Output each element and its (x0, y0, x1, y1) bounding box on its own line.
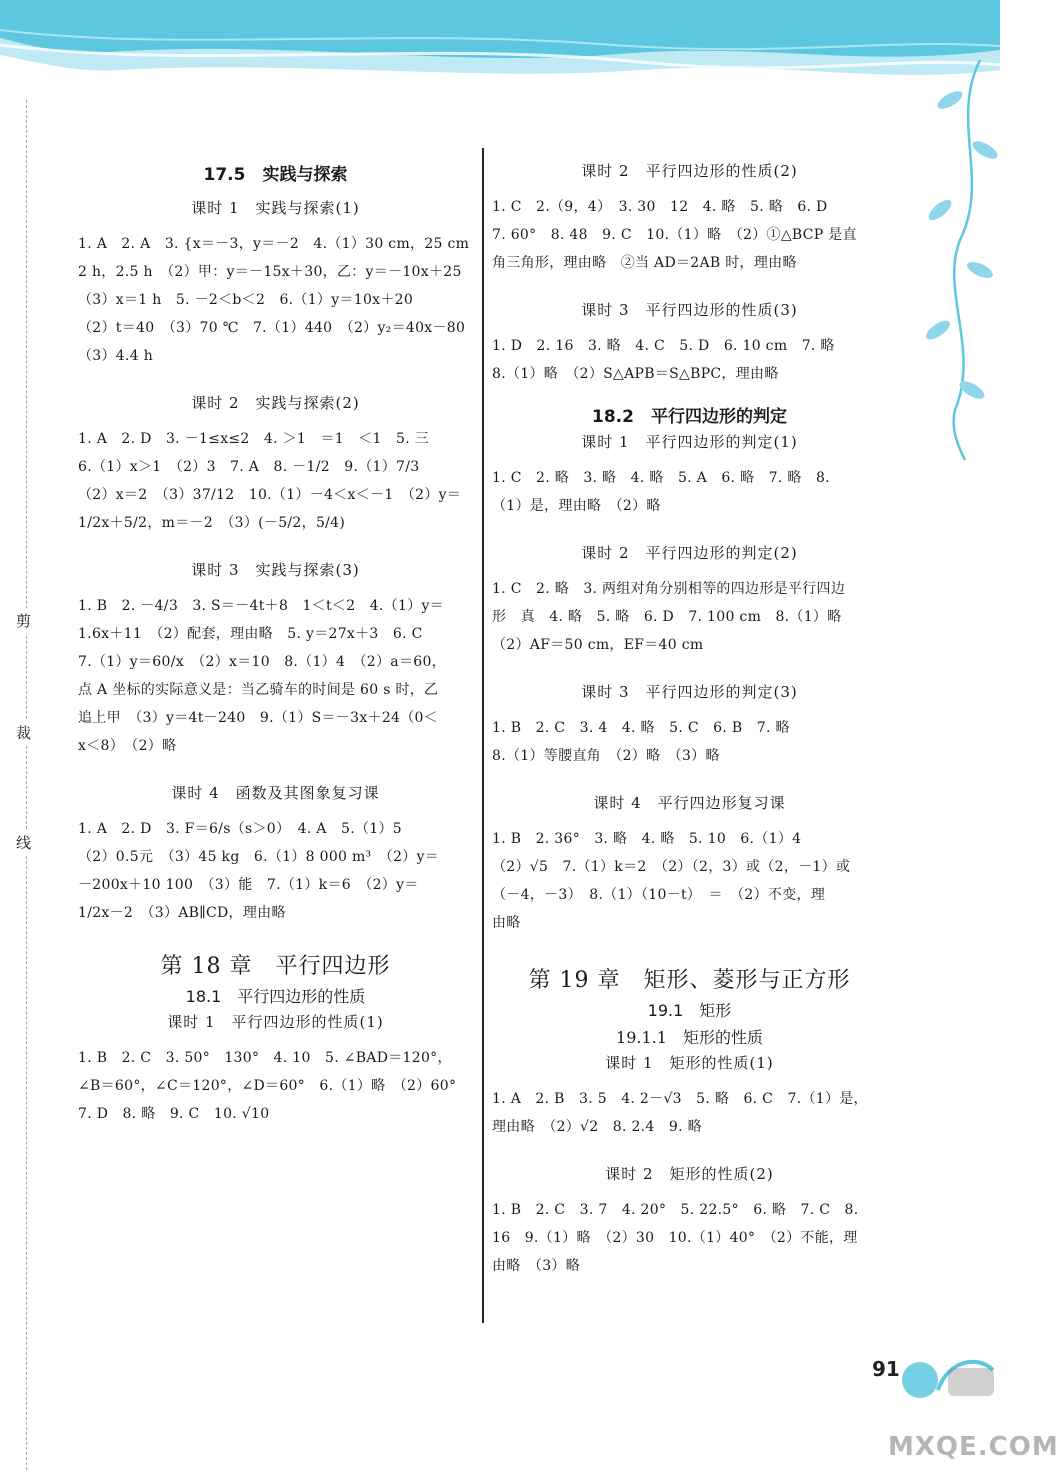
cut-label-2: 裁 (16, 720, 31, 745)
answer-block (78, 1044, 473, 1128)
lesson-title: 课时 3 实践与探索(3) (191, 561, 360, 579)
lesson-title: 课时 4 平行四边形复习课 (593, 794, 786, 812)
lesson-title: 课时 1 平行四边形的性质(1) (167, 1013, 384, 1031)
answer-line: 1. A 2. D 3. F＝6/s（s＞0） 4. A 5.（1）5 (78, 821, 402, 837)
vine-decoration (910, 60, 1000, 460)
answer-line: 角三角形，理由略 ②当 AD＝2AB 时，理由略 (492, 255, 797, 271)
lesson-title: 课时 1 矩形的性质(1) (605, 1054, 774, 1072)
top-wave-banner (0, 0, 1000, 110)
answer-line: 1. A 2. D 3. －1≤x≤2 4. ＞1 ＝1 ＜1 5. 三 (78, 431, 430, 447)
column-divider (482, 148, 484, 1323)
answer-line: 点 A 坐标的实际意义是：当乙骑车的时间是 60 s 时，乙 (78, 682, 439, 698)
answer-line: 8.（1）等腰直角 （2）略 （3）略 (492, 748, 720, 764)
answer-line: 1. A 2. A 3. {x＝－3，y＝－2 4.（1）30 cm，25 cm (78, 236, 470, 252)
cut-label-1: 剪 (16, 608, 31, 633)
answer-line: －200x＋10 100 （3）能 7.（1）k＝6 （2）y＝ (78, 877, 419, 893)
answer-line: 8.（1）略 （2）S△APB＝S△BPC，理由略 (492, 366, 779, 382)
page-number: 91 (872, 1357, 900, 1381)
cut-guide-line (26, 100, 27, 1470)
answer-line: 由略 (492, 915, 521, 931)
lesson-title: 课时 2 平行四边形的判定(2) (581, 544, 798, 562)
answer-line: 1. C 2. 略 3. 略 4. 略 5. A 6. 略 7. 略 8. (492, 470, 830, 486)
lesson-title: 课时 2 矩形的性质(2) (605, 1165, 774, 1183)
answer-line: x＜8） （2）略 (78, 738, 177, 754)
answer-line: 1/2x＋5/2，m＝－2 （3）(－5/2，5/4) (78, 515, 346, 531)
answer-line: 7. D 8. 略 9. C 10. √10 (78, 1106, 270, 1122)
answer-block (492, 332, 887, 388)
left-column (78, 150, 473, 1128)
answer-block (492, 193, 887, 277)
answer-block (492, 714, 887, 770)
answer-line: 1. C 2. 略 3. 两组对角分别相等的四边形是平行四边 (492, 581, 846, 597)
answer-block (78, 425, 473, 537)
right-column (492, 150, 887, 1280)
answer-line: 追上甲 （3）y＝4t－240 9.（1）S＝－3x＋24（0＜ (78, 710, 439, 726)
answer-line: 1.6x＋11 （2）配套，理由略 5. y＝27x＋3 6. C (78, 626, 423, 642)
answer-line: （2）√5 7.（1）k＝2 （2）（2，3）或（2，－1）或 (492, 859, 851, 875)
answer-block (78, 230, 473, 370)
answer-line: 1. B 2. C 3. 7 4. 20° 5. 22.5° 6. 略 7. C 8. (492, 1202, 859, 1218)
chapter-title-19: 第 19 章 矩形、菱形与正方形 (528, 968, 851, 993)
answer-line: （1）是，理由略 （2）略 (492, 498, 661, 514)
section-title-19-1-1: 19.1.1 矩形的性质 (616, 1028, 763, 1047)
answer-line: （2）x＝2 （3）37/12 10.（1）－4＜x＜－1 （2）y＝ (78, 487, 462, 503)
answer-line: 6.（1）x＞1 （2）3 7. A 8. －1/2 9.（1）7/3 (78, 459, 420, 475)
lesson-title: 课时 3 平行四边形的性质(3) (581, 301, 798, 319)
cut-label-3: 线 (16, 830, 31, 855)
answer-line: （3）x＝1 h 5. －2＜b＜2 6.（1）y＝10x＋20 (78, 292, 414, 308)
answer-line: 1. B 2. C 3. 4 4. 略 5. C 6. B 7. 略 (492, 720, 790, 736)
answer-block (492, 464, 887, 520)
lesson-title: 课时 1 平行四边形的判定(1) (581, 433, 798, 451)
lesson-title: 课时 1 实践与探索(1) (191, 199, 360, 217)
answer-line: （2）AF＝50 cm，EF＝40 cm (492, 637, 704, 653)
lesson-title: 课时 3 平行四边形的判定(3) (581, 683, 798, 701)
answer-line: 1. C 2.（9，4） 3. 30 12 4. 略 5. 略 6. D (492, 199, 828, 215)
lesson-title: 课时 2 实践与探索(2) (191, 394, 360, 412)
answer-line: 1. D 2. 16 3. 略 4. C 5. D 6. 10 cm 7. 略 (492, 338, 835, 354)
section-title-18-1: 18.1 平行四边形的性质 (185, 987, 366, 1006)
answer-block (78, 592, 473, 760)
answer-line: 16 9.（1）略 （2）30 10.（1）40° （2）不能，理 (492, 1230, 858, 1246)
answer-line: 1. A 2. B 3. 5 4. 2－√3 5. 略 6. C 7.（1）是， (492, 1091, 868, 1107)
answer-line: 2 h，2.5 h （2）甲：y＝－15x＋30，乙：y＝－10x＋25 (78, 264, 462, 280)
answer-line: 形 真 4. 略 5. 略 6. D 7. 100 cm 8.（1）略 (492, 609, 842, 625)
answer-block (492, 1085, 887, 1141)
answer-line: （2）t＝40 （3）70 ℃ 7.（1）440 （2）y₂＝40x－80 (78, 320, 466, 336)
answer-line: （3）4.4 h (78, 348, 154, 364)
answer-line: （－4，－3） 8.（1）（10－t） ＝ （2）不变，理 (492, 887, 826, 903)
answer-line: 1. B 2. C 3. 50° 130° 4. 10 5. ∠BAD＝120°， (78, 1050, 452, 1066)
answer-line: 1. B 2. 36° 3. 略 4. 略 5. 10 6.（1）4 (492, 831, 802, 847)
answer-line: 由略 （3）略 (492, 1258, 581, 1274)
section-title-17-5: 17.5 实践与探索 (203, 165, 348, 185)
answer-line: 1. B 2. －4/3 3. S＝－4t＋8 1＜t＜2 4.（1）y＝ (78, 598, 444, 614)
answer-line: 7. 60° 8. 48 9. C 10.（1）略 （2）①△BCP 是直 (492, 227, 857, 243)
answer-line: 理由略 （2）√2 8. 2.4 9. 略 (492, 1119, 702, 1135)
lesson-title: 课时 4 函数及其图象复习课 (171, 784, 380, 802)
answer-line: （2）0.5元 （3）45 kg 6.（1）8 000 m³ （2）y＝ (78, 849, 440, 865)
watermark-url: MXQE.COM (888, 1432, 1059, 1462)
answer-block (78, 815, 473, 927)
lesson-title: 课时 2 平行四边形的性质(2) (581, 162, 798, 180)
answer-line: 1/2x－2 （3）AB∥CD，理由略 (78, 905, 286, 921)
watermark-logo (908, 1340, 998, 1400)
answer-line: 7.（1）y＝60/x （2）x＝10 8.（1）4 （2）a＝60， (78, 654, 446, 670)
chapter-title-18: 第 18 章 平行四边形 (160, 954, 391, 979)
answer-block (492, 825, 887, 937)
section-title-19-1: 19.1 矩形 (647, 1001, 732, 1020)
answer-block (492, 575, 887, 659)
answer-line: ∠B＝60°，∠C＝120°，∠D＝60° 6.（1）略 （2）60° (78, 1078, 457, 1094)
section-title-18-2: 18.2 平行四边形的判定 (592, 407, 787, 427)
answer-block (492, 1196, 887, 1280)
